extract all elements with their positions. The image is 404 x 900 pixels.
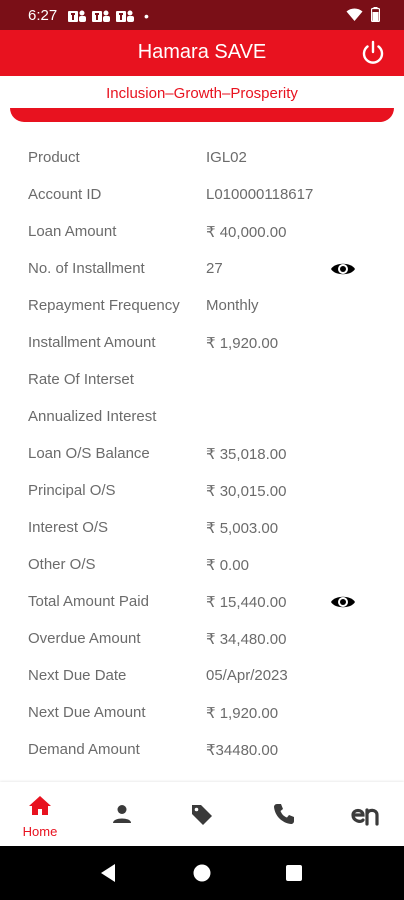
- detail-value: ₹ 1,920.00: [206, 705, 279, 722]
- detail-value: ₹ 40,000.00: [206, 224, 287, 241]
- status-indicators: [346, 7, 380, 22]
- detail-row-next-due-amount: [0, 695, 404, 732]
- detail-row-installment-amount: [0, 325, 404, 362]
- detail-label: Account ID: [28, 186, 102, 203]
- back-icon[interactable]: [99, 863, 117, 883]
- notification-icons: [68, 8, 149, 24]
- teams-notification-icon: [68, 9, 86, 23]
- detail-row-principal-os: [0, 473, 404, 510]
- detail-value: ₹ 15,440.00: [206, 594, 287, 611]
- phone-icon: [272, 802, 296, 826]
- tagline: Inclusion–Growth–Prosperity: [106, 85, 298, 102]
- teams-notification-icon: [116, 9, 134, 23]
- app-bar: [0, 30, 404, 76]
- view-payments-eye-icon[interactable]: [330, 591, 356, 613]
- app-title: Hamara SAVE: [137, 41, 267, 63]
- status-bar: [0, 0, 404, 30]
- detail-label: Other O/S: [28, 556, 96, 573]
- nav-home-label: Home: [22, 824, 58, 839]
- detail-row-loan-amount: [0, 214, 404, 251]
- detail-value: 27: [206, 260, 223, 277]
- detail-value: ₹ 35,018.00: [206, 446, 287, 463]
- more-notifications-dot: •: [144, 8, 149, 24]
- detail-row-installments: [0, 251, 404, 288]
- detail-value: IGL02: [206, 149, 247, 166]
- bottom-navigation: [0, 782, 404, 846]
- home-circle-icon[interactable]: [193, 864, 211, 882]
- nav-offers[interactable]: [172, 782, 232, 846]
- nav-home[interactable]: [10, 782, 70, 846]
- detail-value: ₹ 1,920.00: [206, 335, 279, 352]
- nav-profile[interactable]: [92, 782, 152, 846]
- detail-row-product: [0, 140, 404, 177]
- home-icon: [28, 794, 52, 816]
- power-icon: [358, 38, 388, 68]
- detail-label: Total Amount Paid: [28, 593, 149, 610]
- tag-icon: [190, 802, 214, 826]
- detail-label: Overdue Amount: [28, 630, 141, 647]
- detail-row-next-due-date: [0, 658, 404, 695]
- system-navigation-bar: [0, 846, 404, 900]
- nav-contact[interactable]: [254, 782, 314, 846]
- detail-label: Product: [28, 149, 80, 166]
- detail-row-account-id: [0, 177, 404, 214]
- detail-label: Loan Amount: [28, 223, 117, 240]
- header-curve: [10, 108, 394, 122]
- detail-value: ₹34480.00: [206, 742, 279, 759]
- detail-row-other-os: [0, 547, 404, 584]
- detail-label: Principal O/S: [28, 482, 116, 499]
- detail-label: Next Due Amount: [28, 704, 146, 721]
- detail-label: Loan O/S Balance: [28, 445, 150, 462]
- status-time: 6:27: [28, 7, 58, 24]
- detail-label: No. of Installment: [28, 260, 145, 277]
- detail-row-total-amount-paid: [0, 584, 404, 621]
- detail-value: ₹ 30,015.00: [206, 483, 287, 500]
- detail-label: Next Due Date: [28, 667, 127, 684]
- detail-label: Installment Amount: [28, 334, 156, 351]
- profile-icon: [110, 802, 134, 826]
- recents-icon[interactable]: [286, 865, 302, 881]
- detail-value: ₹ 5,003.00: [206, 520, 279, 537]
- detail-value: ₹ 0.00: [206, 557, 249, 574]
- detail-row-repayment-frequency: [0, 288, 404, 325]
- detail-row-annualized-interest: [0, 399, 404, 436]
- detail-row-demand-amount: [0, 732, 404, 769]
- detail-value: Monthly: [206, 297, 259, 314]
- detail-label: Demand Amount: [28, 741, 140, 758]
- detail-row-loan-os-balance: [0, 436, 404, 473]
- battery-icon: [371, 7, 380, 22]
- logout-button[interactable]: [358, 38, 388, 68]
- detail-value: 05/Apr/2023: [206, 667, 288, 684]
- detail-row-interest-os: [0, 510, 404, 547]
- nav-language[interactable]: [336, 782, 396, 846]
- detail-row-rate-of-interest: [0, 362, 404, 399]
- detail-row-overdue-amount: [0, 621, 404, 658]
- detail-label: Interest O/S: [28, 519, 109, 536]
- view-installments-eye-icon[interactable]: [330, 258, 356, 280]
- detail-value: L010000118617: [206, 186, 314, 203]
- language-icon: [350, 798, 380, 828]
- detail-label: Annualized Interest: [28, 408, 157, 425]
- teams-notification-icon: [92, 9, 110, 23]
- detail-label: Repayment Frequency: [28, 297, 180, 314]
- detail-label: Rate Of Interset: [28, 371, 134, 388]
- detail-value: ₹ 34,480.00: [206, 631, 287, 648]
- wifi-icon: [346, 8, 363, 22]
